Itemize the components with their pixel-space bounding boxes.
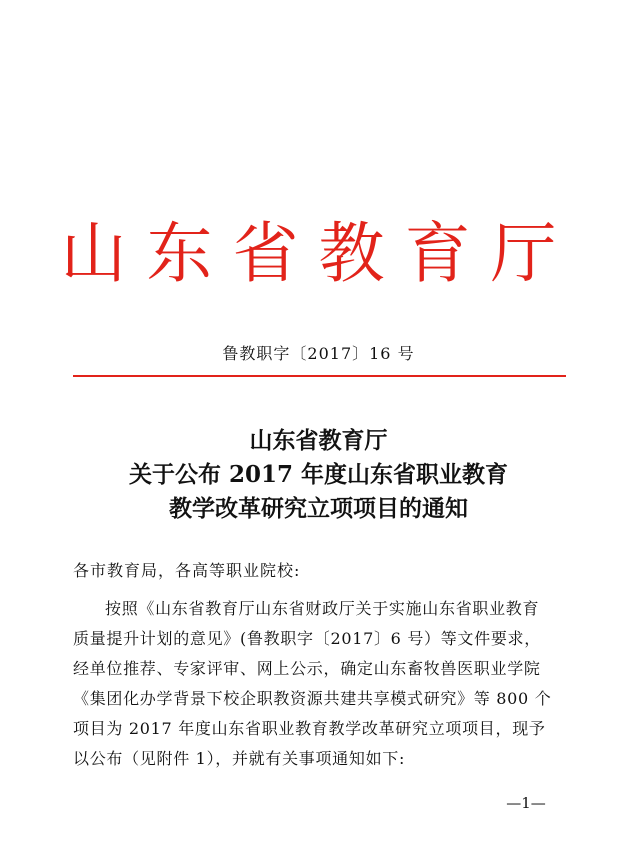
issuer-heading: 山东省教育厅 (60, 215, 577, 292)
title-line: 山东省教育厅 (249, 427, 388, 454)
salutation: 各市教育局，各高等职业院校: (73, 561, 301, 580)
body-line: 项目为 2017 年度山东省职业教育教学改革研究立项项目，现予 (73, 719, 546, 738)
body-line: 质量提升计划的意见》(鲁教职字〔2017〕6 号）等文件要求， (73, 629, 541, 648)
body-text (73, 594, 566, 774)
document-number: 鲁教职字〔2017〕16 号 (222, 344, 415, 363)
page-number: —1— (506, 794, 546, 812)
title-line: 教学改革研究立项项目的通知 (169, 495, 468, 522)
title-line: 关于公布 2017 年度山东省职业教育 (128, 461, 509, 488)
red-divider (73, 375, 566, 377)
body-line: 经单位推荐、专家评审、网上公示，确定山东畜牧兽医职业学院 (73, 659, 541, 678)
document-title (0, 424, 637, 526)
body-line: 以公布（见附件 1），并就有关事项通知如下: (73, 749, 406, 768)
body-line: 《集团化办学背景下校企职教资源共建共享模式研究》等 800 个 (73, 689, 552, 708)
body-line: 按照《山东省教育厅山东省财政厅关于实施山东省职业教育 (105, 599, 540, 618)
